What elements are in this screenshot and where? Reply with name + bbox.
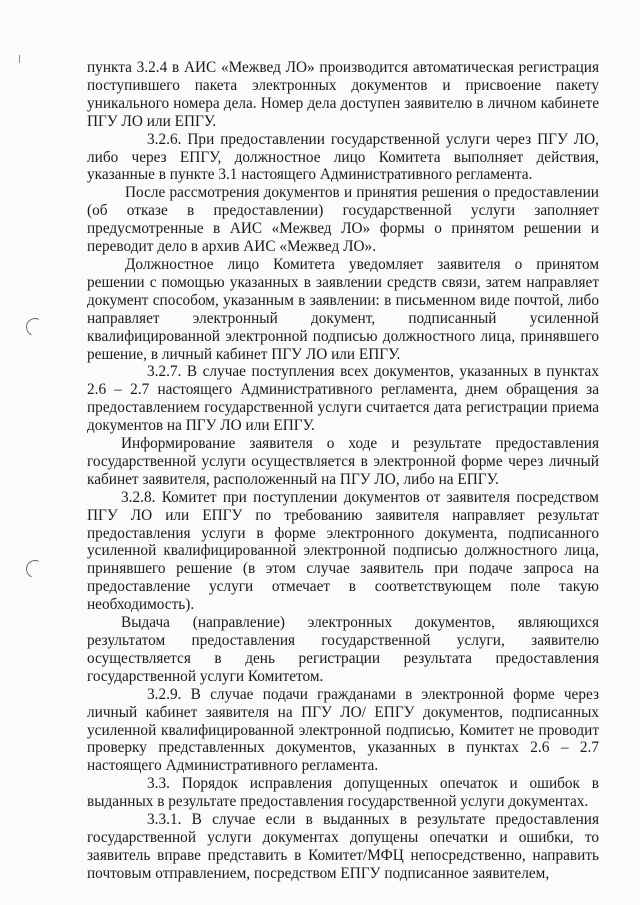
paragraph: После рассмотрения документов и принятия решения о предоставлении (об отказе в предоставлении) государственной услуги заполняет предусмотренные в АИС «Межвед ЛО» формы о принятом решении и переводит дело в архив АИС «Межвед ЛО». <box>87 184 599 256</box>
scan-mark <box>19 55 20 63</box>
paragraph: Выдача (направление) электронных документов, являющихся результатом предоставления государственной услуги, заявителю осуществляется в день регистрации результата предоставления государственной услуги Комитетом. <box>87 614 599 685</box>
punch-hole-mark <box>23 557 46 580</box>
paragraph: 3.3. Порядок исправления допущенных опечаток и ошибок в выданных в результате предоставления государственной услуги документах. <box>87 775 599 811</box>
paragraph: пункта 3.2.4 в АИС «Межвед ЛО» производится автоматическая регистрация поступившего пакета электронных документов и присвоение пакету уникального номера дела. Номер дела доступен заявителю в личном кабинете ПГУ ЛО или ЕПГУ. <box>87 59 599 130</box>
paragraph: Должностное лицо Комитета уведомляет заявителя о принятом решении с помощью указанных в заявлении средств связи, затем направляет документ способом, указанным в заявлении: в письменном виде почтой, либо направляет электронный документ, подписанный усиленной квалифицированной электронной подписью должностного лица, принявшего решение, в личный кабинет ПГУ ЛО или ЕПГУ. <box>87 255 599 363</box>
paragraph: 3.2.9. В случае подачи гражданами в электронной форме через личный кабинет заявителя на ПГУ ЛО/ ЕПГУ документов, подписанных усиленной квалифицированной электронной подписью, Комитет не проводит проверку представленных документов, указанных в пунктах 2.6 – 2.7 настоящего Административного регламента. <box>87 685 599 775</box>
paragraph: 3.2.6. При предоставлении государственной услуги через ПГУ ЛО, либо через ЕПГУ, должностное лицо Комитета выполняет действия, указанные в пункте 3.1 настоящего Административного регламента. <box>87 130 599 184</box>
paragraph: 3.3.1. В случае если в выданных в результате предоставления государственной услуги документах допущены опечатки и ошибки, то заявитель вправе представить в Комитет/МФЦ непосредственно, направить почтовым отправлением, посредством ЕПГУ подписанное заявителем, <box>87 811 599 882</box>
punch-hole-mark <box>23 315 46 338</box>
paragraph: 3.2.8. Комитет при поступлении документов от заявителя посредством ПГУ ЛО или ЕПГУ по требованию заявителя направляет результат предоставления услуги в форме электронного документа, подписанного усиленной квалифицированной электронной подписью должностного лица, принявшего решение (в этом случае заявитель при подаче запроса на предоставление услуги отмечает в соответствующем поле такую необходимость). <box>87 488 599 614</box>
paragraph: 3.2.7. В случае поступления всех документов, указанных в пунктах 2.6 – 2.7 настоящего Административного регламента, днем обращения за предоставлением государственной услуги считается дата регистрации приема документов на ПГУ ЛО или ЕПГУ. <box>87 363 599 435</box>
document-body <box>87 59 599 883</box>
paragraph: Информирование заявителя о ходе и результате предоставления государственной услуги осуществляется в электронной форме через личный кабинет заявителя, расположенный на ПГУ ЛО, либо на ЕПГУ. <box>87 435 599 488</box>
